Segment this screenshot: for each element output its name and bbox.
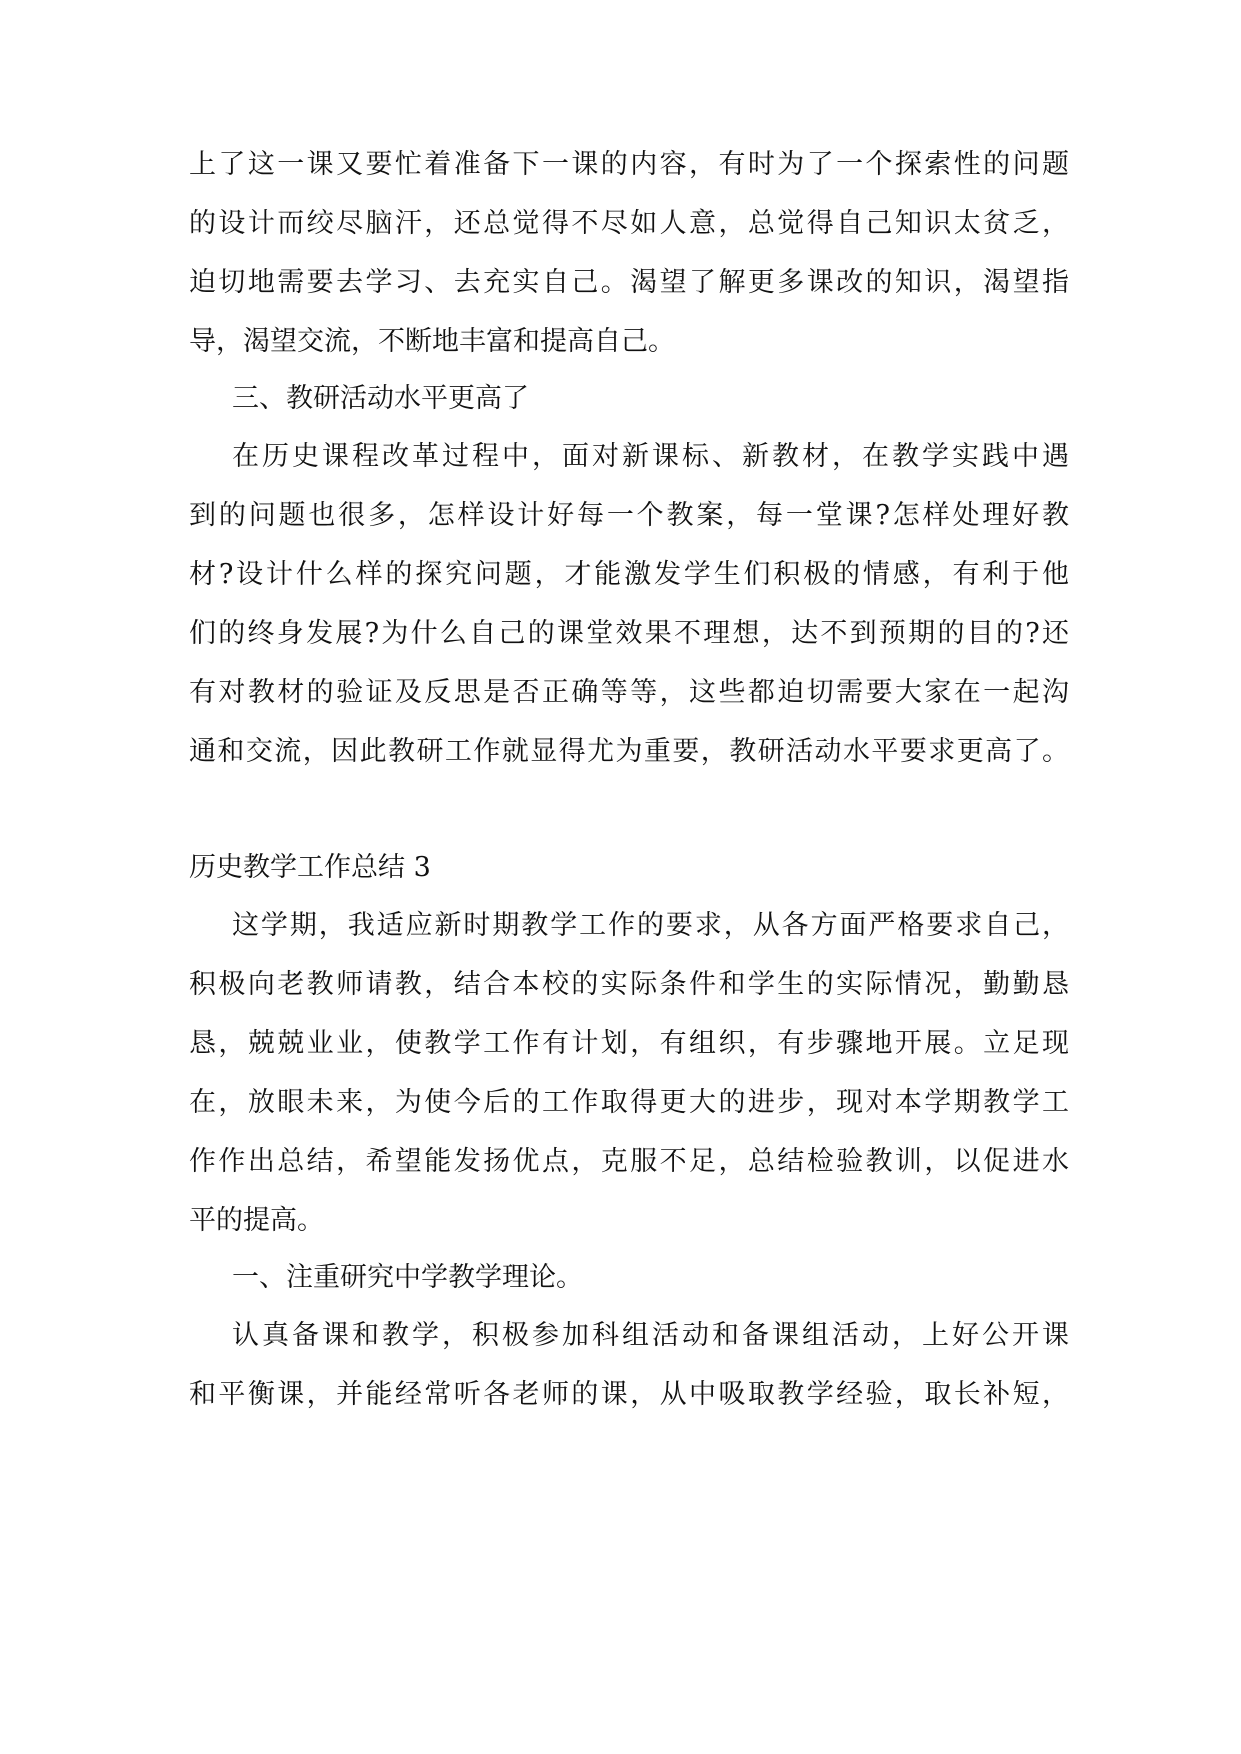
paragraph-line: 作作出总结，希望能发扬优点，克服不足，总结检验教训，以促进水 xyxy=(189,1146,1069,1177)
paragraph-line: 材?设计什么样的探究问题，才能激发学生们积极的情感，有利于他 xyxy=(189,559,1069,590)
paragraph-line: 这学期，我适应新时期教学工作的要求，从各方面严格要求自己， xyxy=(232,910,1069,941)
paragraph-line: 和平衡课，并能经常听各老师的课，从中吸取教学经验，取长补短， xyxy=(189,1379,1069,1410)
paragraph-line: 们的终身发展?为什么自己的课堂效果不理想，达不到预期的目的?还 xyxy=(189,618,1069,649)
paragraph-line: 的设计而绞尽脑汗，还总觉得不尽如人意，总觉得自己知识太贫乏， xyxy=(189,208,1069,239)
paragraph-line: 迫切地需要去学习、去充实自己。渴望了解更多课改的知识，渴望指 xyxy=(189,267,1069,298)
paragraph-line: 在，放眼未来，为使今后的工作取得更大的进步，现对本学期教学工 xyxy=(189,1087,1069,1118)
section-heading: 一、注重研究中学教学理论。 xyxy=(232,1262,583,1293)
paragraph-line: 有对教材的验证及反思是否正确等等，这些都迫切需要大家在一起沟 xyxy=(189,677,1069,708)
paragraph-line: 平的提高。 xyxy=(189,1205,324,1236)
paragraph-line: 通和交流，因此教研工作就显得尤为重要，教研活动水平要求更高了。 xyxy=(189,736,1069,767)
paragraph-line: 上了这一课又要忙着准备下一课的内容，有时为了一个探索性的问题 xyxy=(189,149,1069,180)
paragraph-line: 认真备课和教学，积极参加科组活动和备课组活动，上好公开课 xyxy=(232,1320,1069,1351)
section-heading: 三、教研活动水平更高了 xyxy=(232,383,529,414)
paragraph-line: 积极向老教师请教，结合本校的实际条件和学生的实际情况，勤勤恳 xyxy=(189,969,1069,1000)
paragraph-line: 在历史课程改革过程中，面对新课标、新教材，在教学实践中遇 xyxy=(232,441,1069,472)
paragraph-line: 到的问题也很多，怎样设计好每一个教案，每一堂课?怎样处理好教 xyxy=(189,500,1069,531)
paragraph-line: 恳，兢兢业业，使教学工作有计划，有组织，有步骤地开展。立足现 xyxy=(189,1028,1069,1059)
paragraph-line: 导，渴望交流，不断地丰富和提高自己。 xyxy=(189,326,675,357)
document-title: 历史教学工作总结 3 xyxy=(189,852,431,883)
